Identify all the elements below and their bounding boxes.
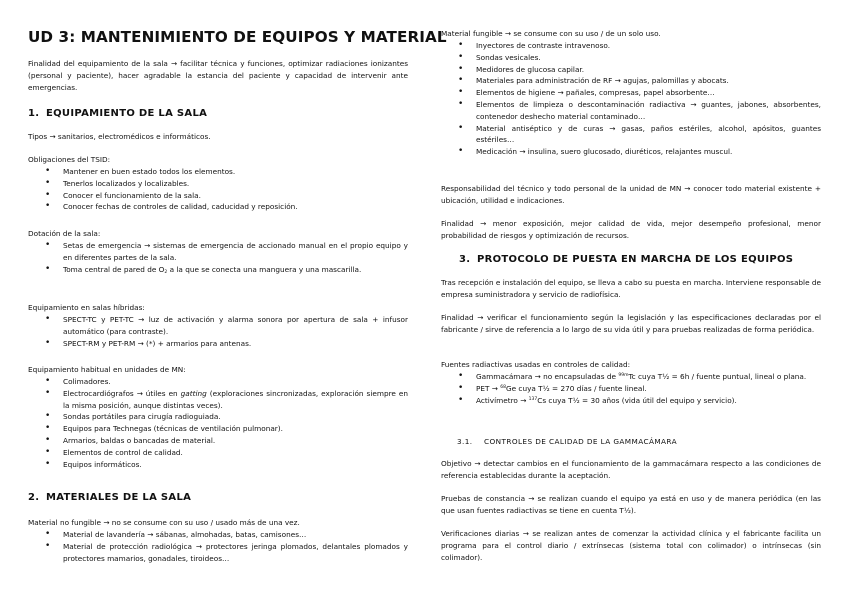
fungible-list	[441, 40, 821, 158]
list-item: • Equipos para Technegas (técnicas de ventilación pulmonar).	[28, 423, 408, 435]
text: Gammacámara → no encapsuladas de	[476, 372, 619, 381]
section-1-heading	[28, 108, 207, 119]
list-item	[28, 264, 408, 276]
fuentes-label: Fuentes radiactivas usadas en controles de calidad:	[441, 360, 631, 369]
finalidad-verificar-paragraph: Finalidad → verificar el funcionamiento según la legislación y las especificaciones declaradas por el fabricante / sirve de referencia a lo largo de su vida útil y para pruebas realizadas de forma periódica.	[441, 313, 821, 334]
section-number: 2.	[28, 492, 40, 503]
list-item: • Conocer fechas de controles de calidad, caducidad y reposición.	[28, 201, 408, 213]
text: (exploraciones sincronizadas, exploración siempre en la misma posición, aunque distintas veces).	[63, 388, 408, 410]
constancia-paragraph: Pruebas de constancia → se realizan cuando el equipo ya está en uso y de manera periódica (en las que usan fuentes radiactivas se tiene en cuenta T½).	[441, 494, 821, 515]
list-item: • Tenerlos localizados y localizables.	[28, 178, 408, 190]
hibridas-list	[28, 314, 408, 349]
mn-label: Equipamiento habitual en unidades de MN:	[28, 365, 186, 374]
superscript: 99m	[618, 373, 629, 378]
list-item: • Sondas vesicales.	[441, 52, 821, 64]
section-title: EQUIPAMIENTO DE LA SALA	[46, 108, 208, 119]
text: Cs cuya T½ = 30 años (vida útil del equipo y servicio).	[537, 395, 737, 405]
subsection-number: 3.1.	[457, 437, 473, 446]
list-item: • Medicación → insulina, suero glucosado, diuréticos, relajantes muscul.	[441, 146, 821, 158]
list-item: • SPECT-TC y PET-TC → luz de activación y alarma sonora por apertura de sala + infusor automático (para contraste).	[28, 314, 408, 338]
section-number: 1.	[28, 108, 40, 119]
list-item: • Elementos de control de calidad.	[28, 447, 408, 459]
page-title: UD 3: MANTENIMIENTO DE EQUIPOS Y MATERIAL	[28, 28, 447, 46]
obligaciones-list	[28, 166, 408, 213]
list-item: • Elementos de limpieza o descontaminación radiactiva → guantes, jabones, absorbentes, contenedor deshecho material contaminado…	[441, 99, 821, 123]
section-3-heading	[441, 254, 793, 265]
objetivo-paragraph: Objetivo → detectar cambios en el funcionamiento de la gammacámara respecto a las condiciones de referencia establecidas durante la aceptación.	[441, 459, 821, 480]
hibridas-label: Equipamiento en salas híbridas:	[28, 303, 145, 312]
intro-paragraph: Finalidad del equipamiento de la sala → facilitar técnica y funciones, optimizar radiaciones ionizantes (personal y paciente), hacer agradable la estancia del paciente y capacidad de intervenir ante emergencias.	[28, 59, 408, 92]
list-item: • Elementos de higiene → pañales, compresas, papel absorbente…	[441, 87, 821, 99]
text: Toma central de pared de O	[63, 264, 165, 274]
fungible-label: Material fungible → se consume con su uso / de un solo uso.	[441, 29, 661, 38]
obligaciones-label: Obligaciones del TSID:	[28, 155, 111, 164]
subsection-3-1-heading	[441, 437, 677, 446]
mn-list	[28, 376, 408, 470]
dotacion-list	[28, 240, 408, 275]
list-item: • Colimadores.	[28, 376, 408, 388]
text: PET →	[476, 383, 501, 393]
list-item: • Materiales para administración de RF → agujas, palomillas y abocats.	[441, 75, 821, 87]
verificaciones-paragraph: Verificaciones diarias → se realizan antes de comenzar la actividad clínica y el fabricante facilita un programa para el control diario / extrínsecas (sistema total con colimador) o intrínsecas (sin colimador).	[441, 529, 821, 562]
list-item	[441, 371, 821, 383]
text: Electrocardiógrafos → útiles en	[63, 388, 181, 398]
text: a la que se conecta una manguera y una mascarilla.	[167, 264, 362, 274]
list-item: • Setas de emergencia → sistemas de emergencia de accionado manual en el propio equipo y en diferentes partes de la sala.	[28, 240, 408, 264]
puesta-marcha-paragraph: Tras recepción e instalación del equipo, se lleva a cabo su puesta en marcha. Interviene responsable de empresa suministradora y servicio de radiofísica.	[441, 278, 822, 299]
list-item: • Equipos informáticos.	[28, 459, 408, 471]
fuentes-list	[441, 371, 821, 406]
list-item: • Conocer el funcionamiento de la sala.	[28, 190, 408, 202]
list-item: • Medidores de glucosa capilar.	[441, 64, 821, 76]
list-item	[441, 383, 821, 395]
section-title: MATERIALES DE LA SALA	[46, 492, 192, 503]
finalidad-paragraph: Finalidad → menor exposición, mejor calidad de vida, mejor desempeño profesional, menor probabilidad de riesgos y optimización de recursos.	[441, 219, 821, 240]
list-item: • Sondas portátiles para cirugía radioguiada.	[28, 411, 408, 423]
subsection-title: CONTROLES DE CALIDAD DE LA GAMMACÁMARA	[484, 437, 678, 446]
text: Ge cuya T½ = 270 días / fuente lineal.	[505, 383, 647, 393]
list-item: • SPECT-RM y PET-RM → (*) + armarios para antenas.	[28, 338, 408, 350]
subscript: 2	[164, 269, 168, 275]
list-item: • Mantener en buen estado todos los elementos.	[28, 166, 408, 178]
list-item: • Inyectores de contraste intravenoso.	[441, 40, 821, 52]
tipos-text: Tipos → sanitarios, electromédicos e informáticos.	[28, 132, 211, 141]
list-item: • Material antiséptico y de curas → gasas, paños estériles, alcohol, apósitos, guantes estériles…	[441, 123, 821, 147]
text: Activímetro →	[476, 395, 529, 405]
superscript: 68	[500, 384, 506, 390]
list-item: • Material de protección radiológica → protectores jeringa plomados, delantales plomados y protectores mamarios, gonadales, tiroideos…	[28, 541, 408, 565]
no-fungible-list	[28, 529, 408, 564]
superscript: 137	[528, 396, 538, 402]
dotacion-label: Dotación de la sala:	[28, 229, 101, 238]
responsabilidad-paragraph: Responsabilidad del técnico y todo personal de la unidad de MN → conocer todo material existente + ubicación, utilidad e indicaciones.	[441, 184, 821, 205]
section-number: 3.	[459, 254, 471, 265]
list-item	[441, 395, 821, 407]
no-fungible-label: Material no fungible → no se consume con su uso / usado más de una vez.	[28, 518, 300, 527]
emphasis: gatting	[180, 388, 207, 398]
list-item: • Armarios, baldas o bancadas de material.	[28, 435, 408, 447]
section-title: PROTOCOLO DE PUESTA EN MARCHA DE LOS EQUIPOS	[477, 254, 794, 265]
text: Tc cuya T½ = 6h / fuente puntual, lineal o plana.	[628, 372, 807, 381]
section-2-heading	[28, 492, 191, 503]
list-item: • Material de lavandería → sábanas, almohadas, batas, camisones…	[28, 529, 408, 541]
list-item	[28, 388, 408, 412]
